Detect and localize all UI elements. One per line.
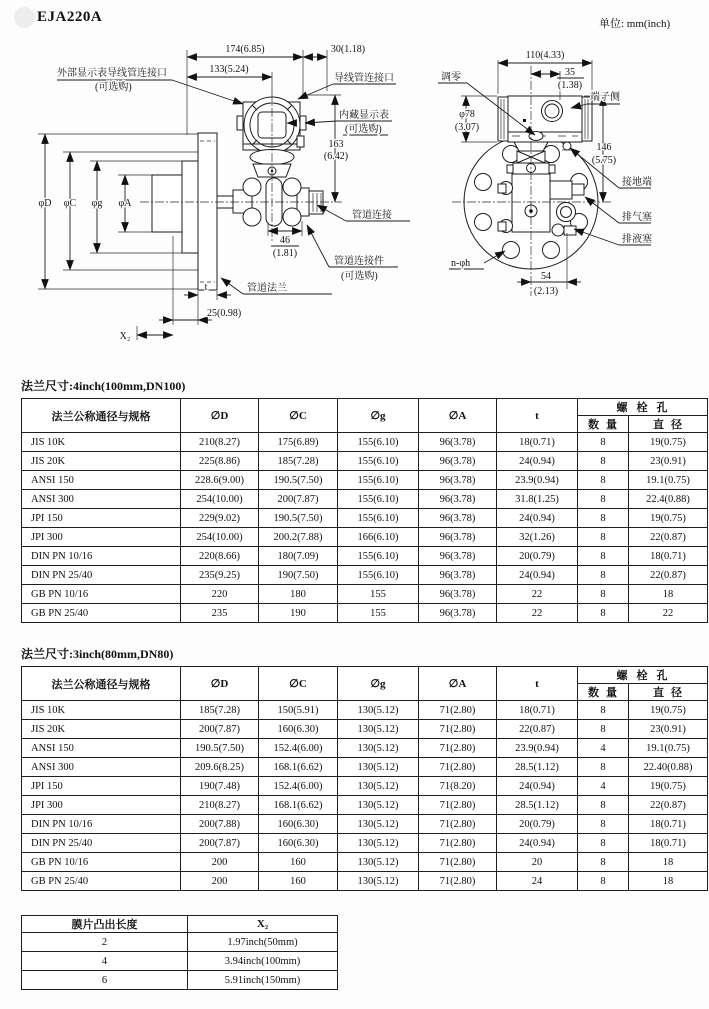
cell: 200.2(7.88) [259,528,338,547]
column-header: ∅D [181,667,259,701]
table-row [22,758,708,777]
cell: 160 [259,872,338,891]
dim-t: t [204,282,208,293]
column-header: t [497,667,578,701]
cell: 1.97inch(50mm) [188,933,338,952]
cell: 22(0.87) [629,566,708,585]
cell: 225(8.86) [181,452,259,471]
cell: 130(5.12) [338,834,419,853]
diaphragm-extension-table [21,915,338,990]
cell: 200 [181,872,259,891]
cell: 4 [578,739,629,758]
cell: 155 [338,604,419,623]
cell: 24(0.94) [497,777,578,796]
table2-body [22,701,708,891]
cell: 130(5.12) [338,739,419,758]
column-header: ∅A [419,399,497,433]
dim-133: 133(5.24) [209,64,249,75]
cell: 8 [578,701,629,720]
vent-plug [572,184,584,195]
cell: 8 [578,585,629,604]
cell: 228.6(9.00) [181,471,259,490]
cell: 200(7.87) [181,834,259,853]
cell: 155(6.10) [338,566,419,585]
cell: 96(3.78) [419,528,497,547]
cell: 71(2.80) [419,872,497,891]
cell: 152.4(6.00) [259,739,338,758]
column-header: ∅C [259,667,338,701]
cell: 8 [578,490,629,509]
dimension-drawings [0,0,709,360]
cell: 8 [578,547,629,566]
column-header: ∅C [259,399,338,433]
cell: 254(10.00) [181,528,259,547]
cell: 175(6.89) [259,433,338,452]
row-label: JIS 20K [22,720,181,739]
mounting-flange-plate [152,133,233,290]
row-label: JPI 300 [22,796,181,815]
dim-30: 30(1.18) [330,44,366,55]
cell: 24 [497,872,578,891]
label-zero-adjust: 调零 [441,72,461,83]
unit-label: 单位: mm(inch) [599,18,671,30]
label-vent-plug: 排气塞 [622,212,652,223]
cell: 210(8.27) [181,433,259,452]
cell: 235 [181,604,259,623]
cell: 23.9(0.94) [497,739,578,758]
cell: 155(6.10) [338,433,419,452]
dim-phi-A: φA [118,198,132,209]
cell: 23(0.91) [629,720,708,739]
column-header: ∅A [419,667,497,701]
cell: 155(6.10) [338,471,419,490]
table2-title: 法兰尺寸:3inch(80mm,DN80) [21,647,174,661]
cell: 130(5.12) [338,853,419,872]
cell: 130(5.12) [338,815,419,834]
drain-plug [552,224,564,236]
cell: 18 [629,853,708,872]
cell: 3.94inch(100mm) [188,952,338,971]
cell: 71(2.80) [419,701,497,720]
table-row [22,509,708,528]
column-header-x2: X₂ [188,916,338,933]
cell: 155(6.10) [338,509,419,528]
table1-title: 法兰尺寸:4inch(100mm,DN100) [21,379,186,393]
table-row [22,528,708,547]
cell: 71(2.80) [419,796,497,815]
table-row [22,547,708,566]
cell: 185(7.28) [259,452,338,471]
cell: 96(3.78) [419,585,497,604]
cell: 22 [629,604,708,623]
drawing-side-view [38,44,410,342]
cell: 28.5(1.12) [497,796,578,815]
cell: 8 [578,433,629,452]
ground-terminal-screw [563,142,571,150]
cell: 4 [578,777,629,796]
table1-body [22,433,708,623]
row-label: DIN PN 25/40 [22,834,181,853]
table-row [22,585,708,604]
column-header-dia: 直径 [629,684,708,701]
flange-table-4inch [21,398,708,623]
dim-163-inch: (6.42) [323,151,349,162]
dim-54-inch: (2.13) [533,286,559,297]
capsule-and-process-connection [233,150,323,227]
table1-header [22,399,708,433]
cell: 220 [181,585,259,604]
row-label: ANSI 150 [22,471,181,490]
cell: 71(2.80) [419,739,497,758]
table-row [22,853,708,872]
cell: 130(5.12) [338,777,419,796]
drawing-front-view [438,50,652,297]
dim-phi-78: φ78 [459,109,475,120]
cell: 96(3.78) [419,509,497,528]
flange-table-3inch [21,666,708,891]
dim-46: 46 [280,235,290,246]
row-label: DIN PN 10/16 [22,815,181,834]
cell: 130(5.12) [338,796,419,815]
cell: 200(7.87) [259,490,338,509]
cell: 22 [497,585,578,604]
cell: 8 [578,509,629,528]
row-label: JIS 10K [22,701,181,720]
cell: 8 [578,604,629,623]
cell: 190.5(7.50) [181,739,259,758]
column-header: ∅D [181,399,259,433]
dim-46-inch: (1.81) [272,248,298,259]
cell: 22.4(0.88) [629,490,708,509]
cell: 71(2.80) [419,834,497,853]
cell: 229(9.02) [181,509,259,528]
dim-54: 54 [541,271,551,282]
label-pipe-adapter-optional: (可选购) [341,271,378,282]
cell: 8 [578,834,629,853]
row-label: JPI 300 [22,528,181,547]
label-pipe-flange: 管道法兰 [247,283,287,294]
cell: 24(0.94) [497,452,578,471]
cell: 210(8.27) [181,796,259,815]
row-label: ANSI 300 [22,758,181,777]
cell: 5.91inch(150mm) [188,971,338,990]
cell: 190.5(7.50) [259,509,338,528]
cell: 160(6.30) [259,815,338,834]
cell: 180 [259,585,338,604]
table3-body [22,933,338,990]
column-header-qty: 数量 [578,416,629,433]
table-row [22,566,708,585]
cell: 130(5.12) [338,701,419,720]
table2-header [22,667,708,701]
cell: 8 [578,566,629,585]
cell: 23.9(0.94) [497,471,578,490]
table3-header [22,916,338,933]
table-row [22,796,708,815]
table-row [22,471,708,490]
column-header: t [497,399,578,433]
cell: 22 [497,604,578,623]
cell: 22(0.87) [497,720,578,739]
dim-163: 163 [328,139,344,150]
table-row [22,433,708,452]
cell: 235(9.25) [181,566,259,585]
terminal-housing [498,96,592,142]
cell: 19(0.75) [629,433,708,452]
transmitter-housing [237,97,306,153]
row-label: GB PN 10/16 [22,585,181,604]
cell: 130(5.12) [338,872,419,891]
row-label: JPI 150 [22,777,181,796]
cell: 22.40(0.88) [629,758,708,777]
label-pipe-adapter: 管道连接件 [334,256,384,267]
cell: 96(3.78) [419,566,497,585]
cell: 71(8.20) [419,777,497,796]
row-label: 2 [22,933,188,952]
table-row [22,834,708,853]
column-header-diaphragm-length: 膜片凸出长度 [22,916,188,933]
cell: 19(0.75) [629,509,708,528]
cell: 8 [578,720,629,739]
cell: 18 [629,872,708,891]
cell: 71(2.80) [419,853,497,872]
cell: 8 [578,758,629,777]
cell: 130(5.12) [338,720,419,739]
table-row [22,933,338,952]
cell: 8 [578,528,629,547]
row-label: JIS 10K [22,433,181,452]
cell: 96(3.78) [419,433,497,452]
cell: 24(0.94) [497,566,578,585]
cell: 96(3.78) [419,490,497,509]
cell: 19.1(0.75) [629,471,708,490]
column-header: ∅g [338,399,419,433]
cell: 8 [578,452,629,471]
dim-x2: X₂ [119,331,131,342]
cell: 160 [259,853,338,872]
cell: 32(1.26) [497,528,578,547]
label-ground-terminal: 接地端 [622,177,652,188]
cell: 22(0.87) [629,528,708,547]
column-header: 法兰公称通径与规格 [22,667,181,701]
label-integral-indicator-optional: (可选购) [345,124,382,135]
row-label: GB PN 10/16 [22,853,181,872]
cell: 20(0.79) [497,815,578,834]
table-row [22,701,708,720]
cell: 180(7.09) [259,547,338,566]
label-pipe-connection: 管道连接 [352,210,392,221]
cell: 96(3.78) [419,471,497,490]
cell: 22(0.87) [629,796,708,815]
cell: 8 [578,796,629,815]
cell: 190(7.48) [181,777,259,796]
cell: 19.1(0.75) [629,739,708,758]
dim-phi-g: φg [91,198,103,209]
cell: 155 [338,585,419,604]
cell: 18(0.71) [629,834,708,853]
dim-146-inch: (5.75) [591,155,617,166]
row-label: 4 [22,952,188,971]
cell: 150(5.91) [259,701,338,720]
cell: 155(6.10) [338,490,419,509]
cell: 152.4(6.00) [259,777,338,796]
table-row [22,720,708,739]
row-label: DIN PN 10/16 [22,547,181,566]
row-label: JIS 20K [22,452,181,471]
cell: 8 [578,872,629,891]
dim-phi-C: φC [63,198,77,209]
cell: 220(8.66) [181,547,259,566]
cell: 166(6.10) [338,528,419,547]
table-row [22,739,708,758]
cell: 20(0.79) [497,547,578,566]
dim-35-inch: (1.38) [557,80,583,91]
cell: 71(2.80) [419,758,497,777]
dim-phi-D: φD [38,198,52,209]
cell: 19(0.75) [629,701,708,720]
column-header-dia: 直径 [629,416,708,433]
cell: 18(0.71) [629,815,708,834]
label-external-indicator-conduit: 外部显示表导线管连接口 [57,68,167,79]
cell: 24(0.94) [497,509,578,528]
column-header-bolt-holes: 螺栓孔 [578,399,708,416]
cell: 18(0.71) [497,701,578,720]
cell: 18(0.71) [497,433,578,452]
table-row [22,952,338,971]
table-row [22,872,708,891]
column-header: 法兰公称通径与规格 [22,399,181,433]
cell: 190(7.50) [259,566,338,585]
label-external-indicator-optional: (可选购) [95,82,132,93]
label-drain-plug: 排液塞 [622,234,652,245]
cell: 200(7.88) [181,815,259,834]
cell: 130(5.12) [338,758,419,777]
table-row [22,971,338,990]
row-label: DIN PN 25/40 [22,566,181,585]
cell: 200 [181,853,259,872]
cell: 185(7.28) [181,701,259,720]
cell: 20 [497,853,578,872]
cell: 8 [578,471,629,490]
cell: 209.6(8.25) [181,758,259,777]
column-header-qty: 数量 [578,684,629,701]
table-row [22,452,708,471]
cell: 254(10.00) [181,490,259,509]
cell: 160(6.30) [259,834,338,853]
row-label: GB PN 25/40 [22,604,181,623]
cell: 168.1(6.62) [259,796,338,815]
page-title: EJA220A [37,9,103,25]
table-row [22,604,708,623]
cell: 96(3.78) [419,452,497,471]
row-label: JPI 150 [22,509,181,528]
label-integral-indicator: 内藏显示表 [339,110,389,121]
cell: 19(0.75) [629,777,708,796]
cell: 8 [578,815,629,834]
cell: 23(0.91) [629,452,708,471]
dim-110: 110(4.33) [525,50,565,61]
cell: 18(0.71) [629,547,708,566]
label-terminal-side: 端子侧 [590,92,620,103]
cell: 18 [629,585,708,604]
row-label: 6 [22,971,188,990]
cell: 24(0.94) [497,834,578,853]
table-row [22,815,708,834]
cell: 190.5(7.50) [259,471,338,490]
cell: 200(7.87) [181,720,259,739]
cell: 28.5(1.12) [497,758,578,777]
cell: 96(3.78) [419,547,497,566]
dim-35: 35 [565,67,575,78]
cell: 71(2.80) [419,815,497,834]
cell: 190 [259,604,338,623]
row-label: ANSI 300 [22,490,181,509]
cell: 160(6.30) [259,720,338,739]
cell: 168.1(6.62) [259,758,338,777]
label-conduit-connection: 导线管连接口 [334,73,394,84]
column-header-bolt-holes: 螺栓孔 [578,667,708,684]
dim-25: 25(0.98) [207,308,242,319]
table-row [22,490,708,509]
row-label: GB PN 25/40 [22,872,181,891]
row-label: ANSI 150 [22,739,181,758]
cell: 155(6.10) [338,547,419,566]
cell: 155(6.10) [338,452,419,471]
cell: 31.8(1.25) [497,490,578,509]
dim-phi-78-inch: (3.07) [454,122,480,133]
table-row [22,777,708,796]
cell: 71(2.80) [419,720,497,739]
dim-146: 146 [596,142,612,153]
cell: 96(3.78) [419,604,497,623]
dim-174: 174(6.85) [225,44,265,55]
column-header: ∅g [338,667,419,701]
cell: 8 [578,853,629,872]
label-bolt-holes: n-φh [451,258,471,269]
